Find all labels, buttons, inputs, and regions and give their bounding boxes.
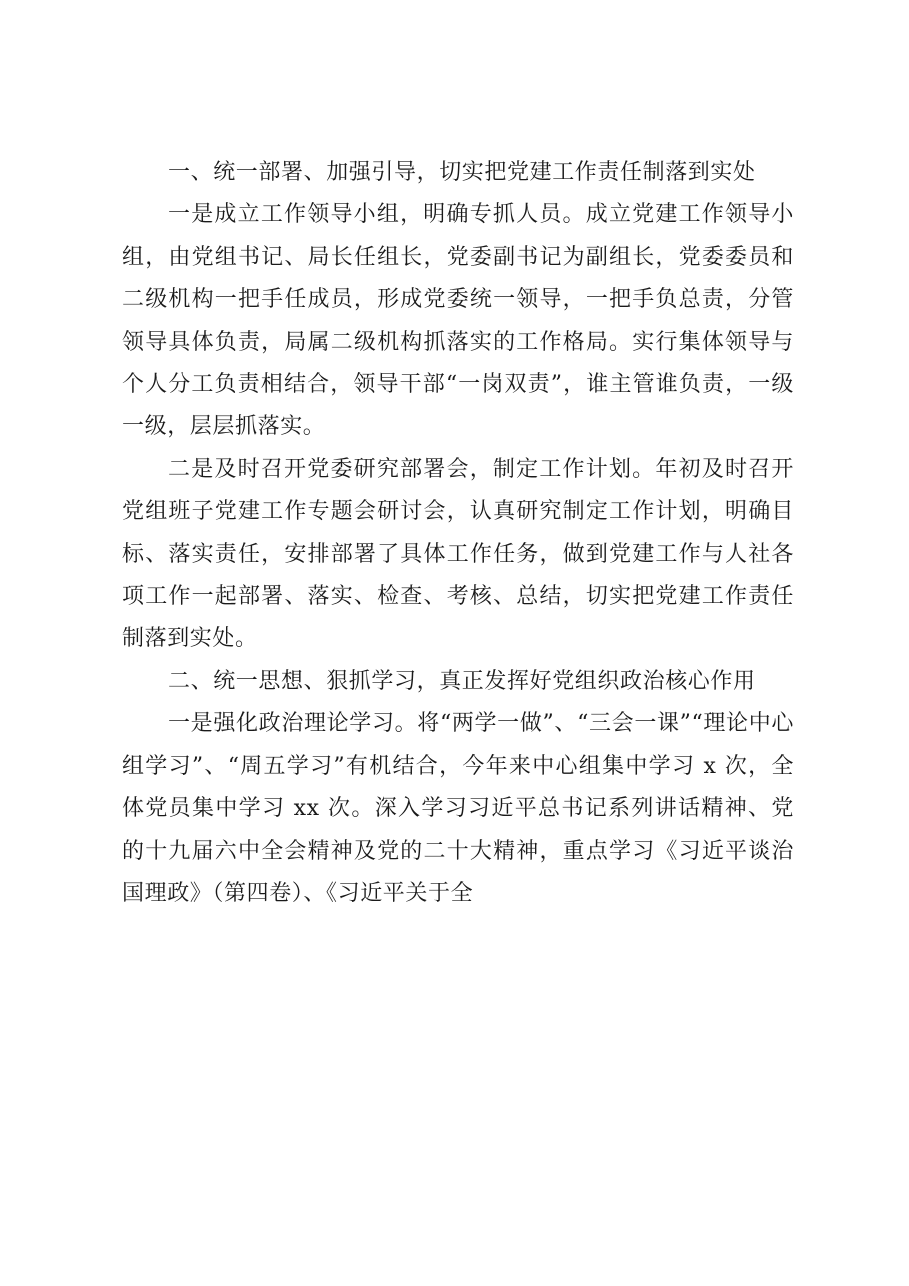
- paragraph-2: 二是及时召开党委研究部署会，制定工作计划。年初及时召开党组班子党建工作专题会研讨会，认真研究制定工作计划，明确目标、落实责任，安排部署了具体工作任务，做到党建工作与人社各项工作一起部署、落实、检查、考核、总结，切实把党建工作责任制落到实处。: [122, 456, 794, 652]
- section-heading-2: 二、统一思想、狠抓学习，真正发挥好党组织政治核心作用: [168, 668, 756, 694]
- paragraph-3: 一是强化政治理论学习。将“两学一做”、“三会一课”“理论中心组学习”、“周五学习”有机结合，今年来中心组集中学习 x 次，全体党员集中学习 xx 次。深入学习习近平总书记系列讲话精神、党的十九届六中全会精神及党的二十大精神，重点学习《习近平谈治国理政》（第四卷）、《习近平关于全: [122, 711, 794, 906]
- document-body: [122, 152, 794, 915]
- paragraph-1: 一是成立工作领导小组，明确专抓人员。成立党建工作领导小组，由党组书记、局长任组长，党委副书记为副组长，党委委员和二级机构一把手任成员，形成党委统一领导，一把手负总责，分管领导具体负责，局属二级机构抓落实的工作格局。实行集体领导与个人分工负责相结合，领导干部“一岗双责”，谁主管谁负责，一级一级，层层抓落实。: [122, 202, 794, 440]
- section-heading-1: 一、统一部署、加强引导，切实把党建工作责任制落到实处: [168, 160, 756, 185]
